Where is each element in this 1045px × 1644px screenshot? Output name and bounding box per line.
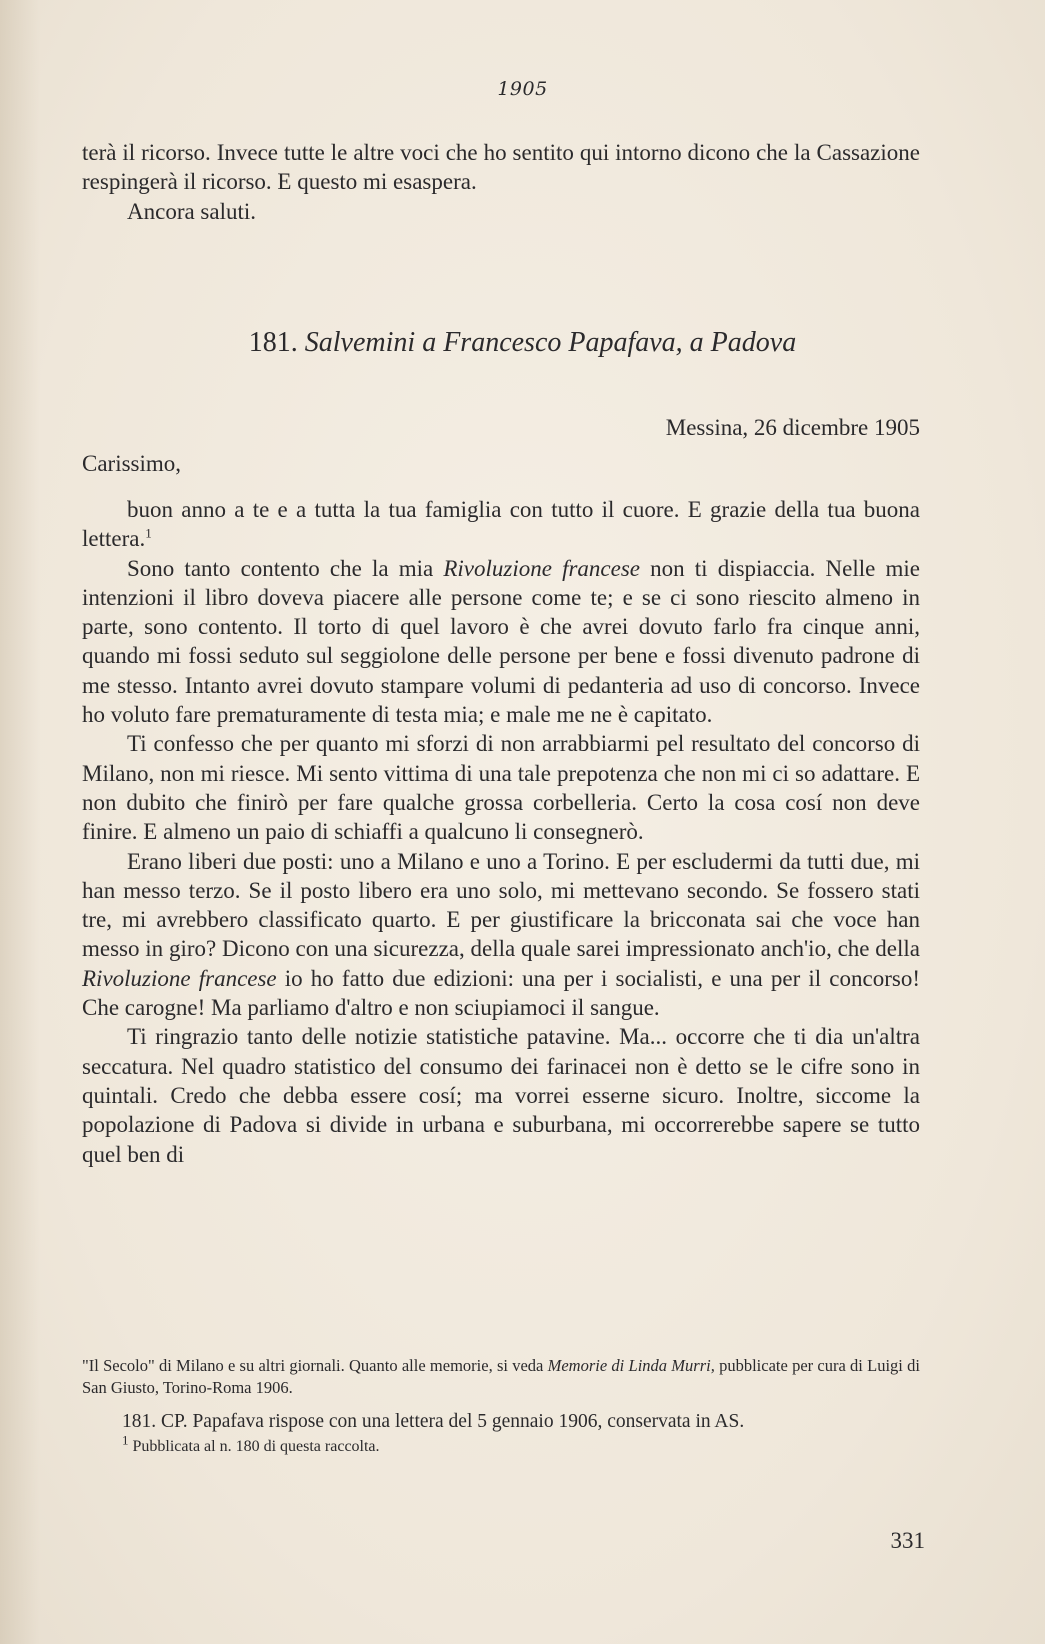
- book-title: Rivoluzione francese: [82, 965, 277, 991]
- letter-dateline: Messina, 26 dicembre 1905: [665, 415, 920, 440]
- paragraph: Sono tanto contento che la mia Rivoluzione francese non ti dispiaccia. Nelle mie intenzioni il libro doveva piacere alle persone come te; e se ci sono riescito almeno in parte, sono contento. Il torto di quel lavoro è che avrei dovuto farlo fra cinque anni, quando mi fossi seduto sul seggiolone delle persone per bene e fossi divenuto padrone di me stesso. Intanto avrei dovuto stampare volumi di pedanteria ad uso di concorso. Invece ho voluto fare prematuramente di testa mia; e male me ne è capitato.: [82, 555, 920, 728]
- book-title: Rivoluzione francese: [443, 555, 640, 581]
- letter-notes: [82, 1408, 920, 1458]
- letter-heading: [0, 327, 1045, 359]
- running-head: 1905: [497, 78, 548, 100]
- letter-number: 181.: [248, 327, 298, 358]
- continuation-text: terà il ricorso. Invece tutte le altre voci che ho sentito qui intorno dicono che la Cassazione respingerà il ricorso. E questo mi esaspera.: [82, 140, 920, 195]
- previous-letter-ending: [82, 138, 920, 226]
- footnote-ref: 1: [145, 525, 152, 541]
- footnote-marker: 1: [122, 1432, 129, 1448]
- letter-body: [82, 495, 920, 1169]
- page-number: 331: [890, 1528, 925, 1553]
- letter-source-note: 181. CP. Papafava rispose con una lettera del 5 gennaio 1906, conservata in AS.: [122, 1411, 745, 1432]
- paragraph: Ti confesso che per quanto mi sforzi di non arrabbiarmi pel resultato del concorso di Milano, non mi riesce. Mi sento vittima di una tale prepotenza che non mi ci so adattare. E non dubito che finirò per fare qualche grossa corbelleria. Certo la cosa cosí non deve finire. E almeno un paio di schiaffi a qualcuno li consegnerò.: [82, 731, 920, 845]
- continuation-closing: Ancora saluti.: [127, 198, 257, 224]
- footnote-1: $^1$ Pubblicata al n. 180 di questa raccolta.: [122, 1432, 380, 1455]
- letter-title: Salvemini a Francesco Papafava, a Padova: [304, 327, 797, 358]
- cited-work: Memorie di Linda Murri,: [547, 1356, 715, 1375]
- letter-salutation: Carissimo,: [82, 451, 182, 476]
- paragraph: Erano liberi due posti: uno a Milano e uno a Torino. E per escludermi da tutti due, mi han messo terzo. Se il posto libero era uno solo, mi mettevano secondo. Se fossero stati tre, mi avrebbero classificato quarto. E per giustificare la bricconata sai che voce han messo in giro? Dicono con una sicurezza, della quale sarei impressionato anch'io, che della Rivoluzione francese io ho fatto due edizioni: una per i socialisti, e una per il concorso! Che carogne! Ma parliamo d'altro e non sciupiamoci il sangue.: [82, 848, 920, 1021]
- paragraph: Ti ringrazio tanto delle notizie statistiche patavine. Ma... occorre che ti dia un'altra seccatura. Nel quadro statistico del consumo dei farinacei non è detto se le cifre sono in quintali. Credo che debba essere cosí; ma vorrei esserne sicuro. Inoltre, siccome la popolazione di Padova si divide in urbana e suburbana, mi occorrerebbe sapere se tutto quel ben di: [82, 1024, 920, 1167]
- footnote-continued: "Il Secolo" di Milano e su altri giornali. Quanto alle memorie, si veda Memorie di Linda Murri, pubblicate per cura di Luigi di San Giusto, Torino-Roma 1906.: [82, 1356, 920, 1397]
- paragraph: buon anno a te e a tutta la tua famiglia con tutto il cuore. E grazie della tua buona lettera.$^1$: [82, 497, 920, 552]
- page-gutter-shadow: [0, 0, 40, 1644]
